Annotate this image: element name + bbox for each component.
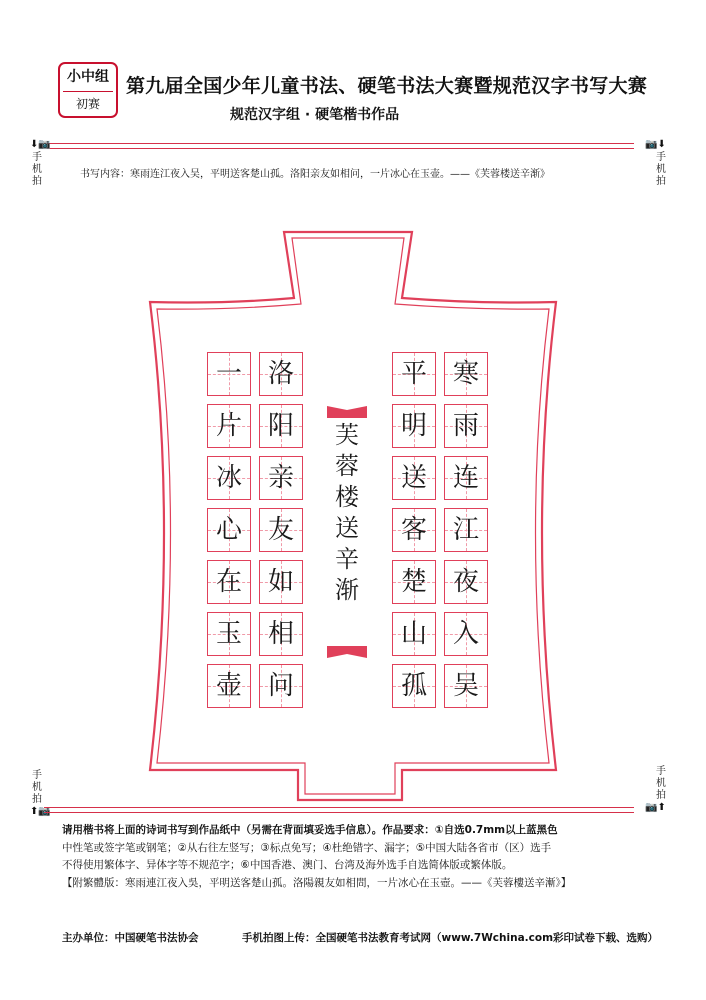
- grid-cell: 送: [392, 456, 436, 500]
- badge-group-label: 小中组: [67, 69, 109, 85]
- grid-cell: 相: [259, 612, 303, 656]
- camera-mark-bottom-right: [645, 802, 666, 813]
- grid-cell: 心: [207, 508, 251, 552]
- grid-cell: 一: [207, 352, 251, 396]
- grid-cell: 平: [392, 352, 436, 396]
- grid-cell: 玉: [207, 612, 251, 656]
- grid-cell: 壶: [207, 664, 251, 708]
- title-ornament-top: [327, 406, 367, 418]
- grid-cell: 在: [207, 560, 251, 604]
- bottom-border-line-inner: [44, 807, 634, 808]
- arrow-up-icon: ⬆: [30, 806, 39, 817]
- poem-title: 芙蓉楼送辛渐: [335, 421, 359, 604]
- grid-cell: 亲: [259, 456, 303, 500]
- instructions: [62, 822, 652, 892]
- grid-cell: 客: [392, 508, 436, 552]
- grid-cell: 入: [444, 612, 488, 656]
- grid-cell: 友: [259, 508, 303, 552]
- instruction-line: 不得使用繁体字、异体字等不规范字；⑥中国香港、澳门、台湾及海外选手自选简体版或繁体版。: [62, 859, 513, 871]
- instruction-line: 请用楷书将上面的诗词书写到作品纸中（另需在背面填妥选手信息）。作品要求：①自选0.7mm以上蓝黑色: [62, 824, 558, 836]
- camera-icon: 📷: [645, 139, 658, 150]
- grid-cell: 如: [259, 560, 303, 604]
- traditional-version-note: 【附繁體版：寒雨連江夜入吳，平明送客楚山孤。洛陽親友如相問，一片冰心在玉壺。——《芙蓉樓送辛漸》】: [62, 876, 572, 889]
- grid-cell: 吴: [444, 664, 488, 708]
- page-subtitle: 规范汉字组 · 硬笔楷书作品: [230, 107, 400, 123]
- grid-cell: 问: [259, 664, 303, 708]
- arrow-up-icon: ⬆: [657, 802, 666, 813]
- camera-icon: 📷: [38, 139, 51, 150]
- upload-info-text: 手机拍图上传：全国硬笔书法教育考试网（www.7Wchina.com彩印试卷下载、选购）: [242, 932, 659, 944]
- grid-cell: 连: [444, 456, 488, 500]
- grid-cell: 楚: [392, 560, 436, 604]
- camera-label-bottom-left: 手机拍: [32, 770, 42, 805]
- arrow-down-icon: ⬇: [657, 139, 666, 150]
- grid-cell: 片: [207, 404, 251, 448]
- grid-cell: 寒: [444, 352, 488, 396]
- title-ornament-bottom: [327, 646, 367, 658]
- grid-cell: 雨: [444, 404, 488, 448]
- instruction-line: 中性笔或签字笔或钢笔；②从右往左竖写；③标点免写；④杜绝错字、漏字；⑤中国大陆各省市（区）选手: [62, 841, 552, 854]
- grid-cell: 冰: [207, 456, 251, 500]
- badge-stage-label: 初赛: [75, 97, 100, 111]
- arrow-down-icon: ⬇: [30, 139, 39, 150]
- writing-content-line: 书写内容：寒雨连江夜入吴，平明送客楚山孤。洛阳亲友如相问，一片冰心在玉壶。——《芙蓉楼送辛渐》: [80, 169, 550, 180]
- organizer-text: 主办单位：中国硬笔书法协会: [62, 932, 199, 944]
- grid-cell: 明: [392, 404, 436, 448]
- grid-cell: 孤: [392, 664, 436, 708]
- grid-cell: 洛: [259, 352, 303, 396]
- grid-cell: 夜: [444, 560, 488, 604]
- camera-label-top-left: 手机拍: [32, 152, 42, 187]
- camera-icon: 📷: [38, 806, 51, 817]
- page-title: 第九届全国少年儿童书法、硬笔书法大赛暨规范汉字书写大赛: [126, 75, 648, 97]
- camera-icon: 📷: [645, 802, 658, 813]
- grid-cell: 江: [444, 508, 488, 552]
- grid-cell: 阳: [259, 404, 303, 448]
- camera-label-top-right: 手机拍: [656, 152, 666, 187]
- camera-label-bottom-right: 手机拍: [656, 766, 666, 801]
- grid-cell: 山: [392, 612, 436, 656]
- bottom-border-line: [44, 812, 634, 813]
